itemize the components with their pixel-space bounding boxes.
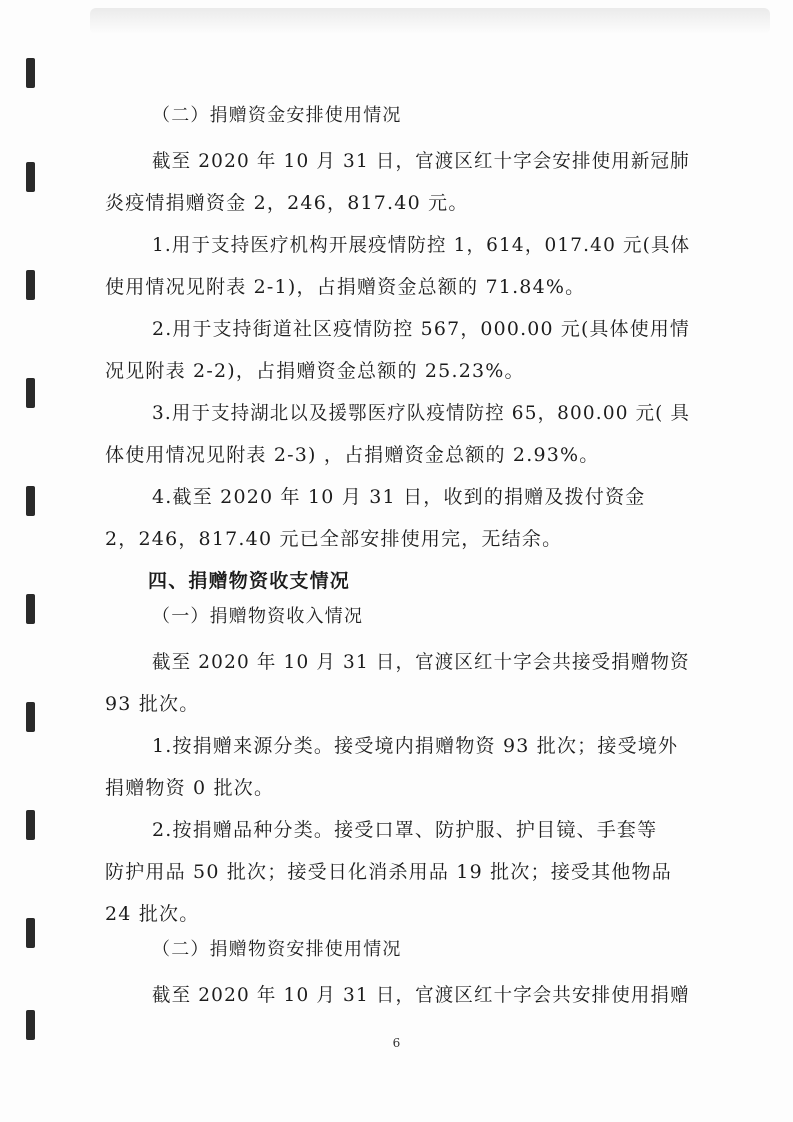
- body-line: 4.截至 2020 年 10 月 31 日，收到的捐赠及拨付资金: [152, 486, 646, 508]
- body-line: 2.用于支持街道社区疫情防控 567，000.00 元(具体使用情: [152, 318, 690, 340]
- binding-hole-mark: [26, 270, 35, 300]
- body-line: 3.用于支持湖北以及援鄂医疗队疫情防控 65，800.00 元( 具: [152, 402, 691, 424]
- body-line: 93 批次。: [105, 693, 200, 715]
- binding-hole-mark: [26, 162, 35, 192]
- body-line: 捐赠物资 0 批次。: [105, 777, 275, 799]
- binding-hole-mark: [26, 702, 35, 732]
- body-line: 截至 2020 年 10 月 31 日，官渡区红十字会安排使用新冠肺: [152, 150, 690, 172]
- binding-hole-mark: [26, 918, 35, 948]
- scan-smudge: [90, 8, 770, 34]
- body-line: 炎疫情捐赠资金 2，246，817.40 元。: [105, 192, 469, 214]
- binding-hole-mark: [26, 378, 35, 408]
- section-subheading: （二）捐赠资金安排使用情况: [152, 105, 402, 126]
- body-line: 1.用于支持医疗机构开展疫情防控 1，614，017.40 元(具体: [152, 234, 691, 256]
- section-subheading: （二）捐赠物资安排使用情况: [152, 939, 402, 960]
- body-line: 截至 2020 年 10 月 31 日，官渡区红十字会共安排使用捐赠: [152, 984, 690, 1006]
- section-heading: 四、捐赠物资收支情况: [148, 570, 351, 592]
- body-line: 1.按捐赠来源分类。接受境内捐赠物资 93 批次；接受境外: [152, 735, 679, 757]
- body-line: 2，246，817.40 元已全部安排使用完，无结余。: [105, 528, 563, 550]
- binding-hole-mark: [26, 486, 35, 516]
- binding-hole-mark: [26, 810, 35, 840]
- body-line: 24 批次。: [105, 903, 200, 925]
- page-number: 6: [392, 1036, 401, 1050]
- binding-hole-mark: [26, 58, 35, 88]
- body-line: 使用情况见附表 2-1)，占捐赠资金总额的 71.84%。: [105, 276, 586, 298]
- section-subheading: （一）捐赠物资收入情况: [152, 606, 364, 627]
- body-line: 况见附表 2-2)，占捐赠资金总额的 25.23%。: [105, 360, 525, 382]
- body-line: 体使用情况见附表 2-3) ，占捐赠资金总额的 2.93%。: [105, 444, 600, 466]
- body-line: 防护用品 50 批次；接受日化消杀用品 19 批次；接受其他物品: [105, 861, 672, 883]
- binding-hole-mark: [26, 594, 35, 624]
- body-line: 截至 2020 年 10 月 31 日，官渡区红十字会共接受捐赠物资: [152, 651, 690, 673]
- body-line: 2.按捐赠品种分类。接受口罩、防护服、护目镜、手套等: [152, 819, 658, 841]
